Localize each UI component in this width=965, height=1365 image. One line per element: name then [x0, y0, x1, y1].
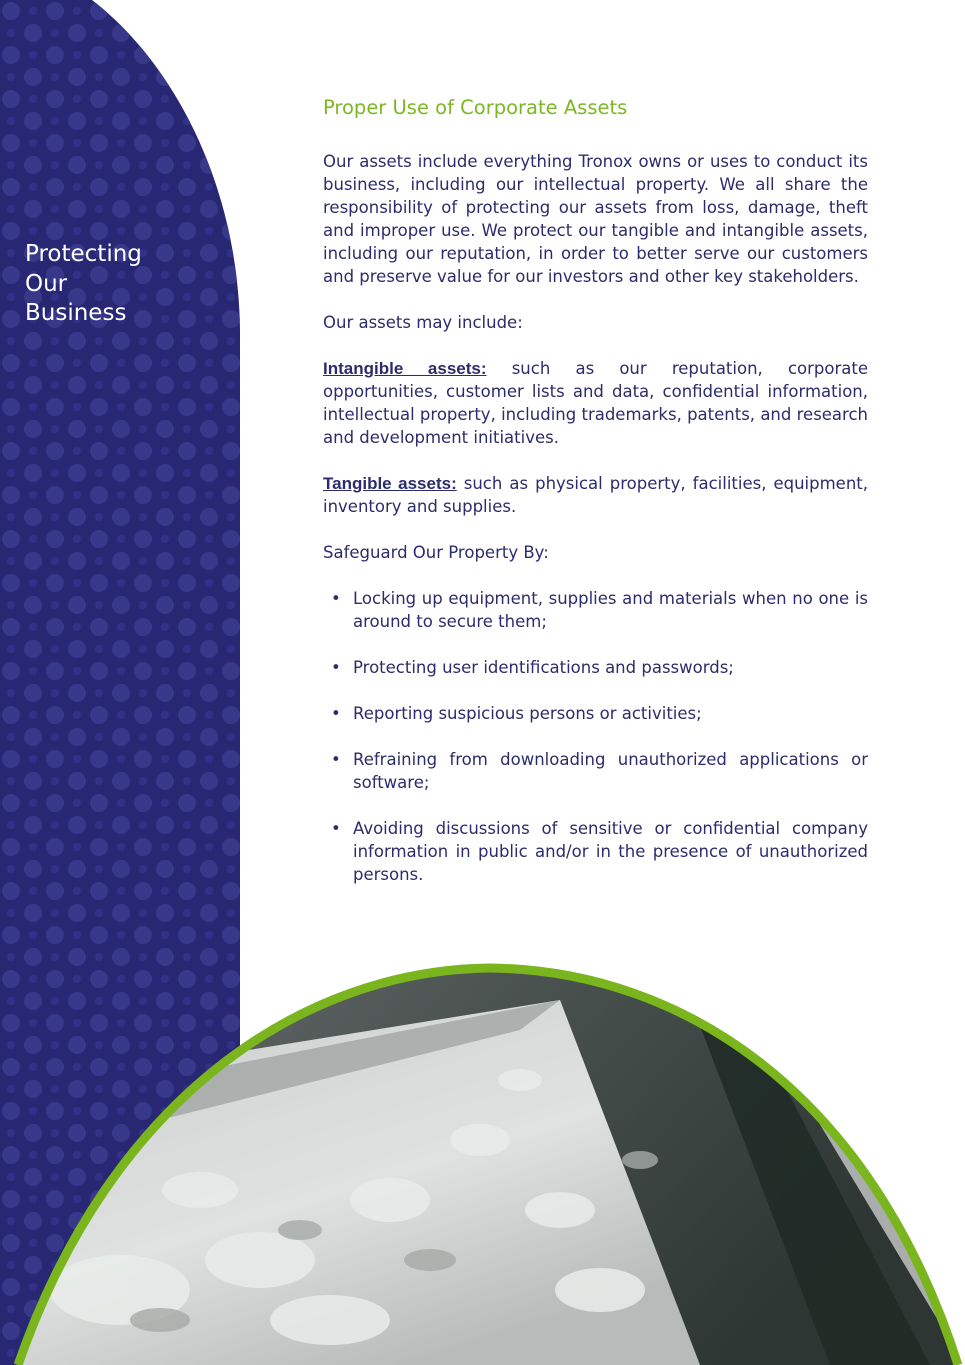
- intangible-assets-text: such as our reputation, corporate opportunities, customer lists and data, confidential information, intellectual property, including trademarks, patents, and research and development initiatives.: [323, 359, 868, 447]
- intangible-assets-paragraph: [323, 357, 868, 449]
- bullet-icon: •: [331, 658, 341, 677]
- tangible-assets-term: Tangible assets:: [323, 474, 457, 493]
- section-title-line-1: Protecting: [25, 241, 142, 267]
- list-item-text: Refraining from downloading unauthorized applications or software;: [353, 750, 868, 792]
- list-item: [331, 587, 868, 633]
- tangible-assets-paragraph: [323, 472, 868, 518]
- list-item-text: Avoiding discussions of sensitive or confidential company information in public and/or in the presence of unauthorized persons.: [353, 819, 868, 884]
- intangible-assets-term: Intangible assets:: [323, 359, 487, 378]
- main-content: [323, 93, 868, 909]
- tangible-assets-text: such as physical property, facilities, equipment, inventory and supplies.: [323, 474, 869, 516]
- list-item-text: Reporting suspicious persons or activities;: [353, 704, 702, 723]
- list-item-text: Protecting user identifications and passwords;: [353, 658, 734, 677]
- list-item: [331, 656, 868, 679]
- bullet-icon: •: [331, 589, 341, 608]
- section-title: [25, 240, 225, 329]
- list-item: [331, 702, 868, 725]
- safeguard-list: [323, 587, 868, 886]
- list-item: [331, 748, 868, 794]
- conveyor-photo-image: [0, 960, 965, 1365]
- conveyor-photo: [0, 960, 965, 1365]
- bullet-icon: •: [331, 750, 341, 769]
- intro-paragraph: Our assets include everything Tronox owns or uses to conduct its business, including our intellectual property. We all share the responsibility of protecting our assets from loss, damage, theft and improper use. We protect our tangible and intangible assets, including our reputation, in order to better serve our customers and preserve value for our investors and other key stakeholders.: [323, 152, 868, 286]
- page-heading: Proper Use of Corporate Assets: [323, 96, 628, 119]
- list-item-text: Locking up equipment, supplies and materials when no one is around to secure them;: [353, 589, 868, 631]
- section-title-line-3: Business: [25, 300, 127, 326]
- list-item: [331, 817, 868, 886]
- bullet-icon: •: [331, 704, 341, 723]
- may-include-paragraph: Our assets may include:: [323, 313, 523, 332]
- safeguard-label: Safeguard Our Property By:: [323, 543, 549, 562]
- section-title-line-2: Our: [25, 270, 68, 297]
- bullet-icon: •: [331, 819, 341, 838]
